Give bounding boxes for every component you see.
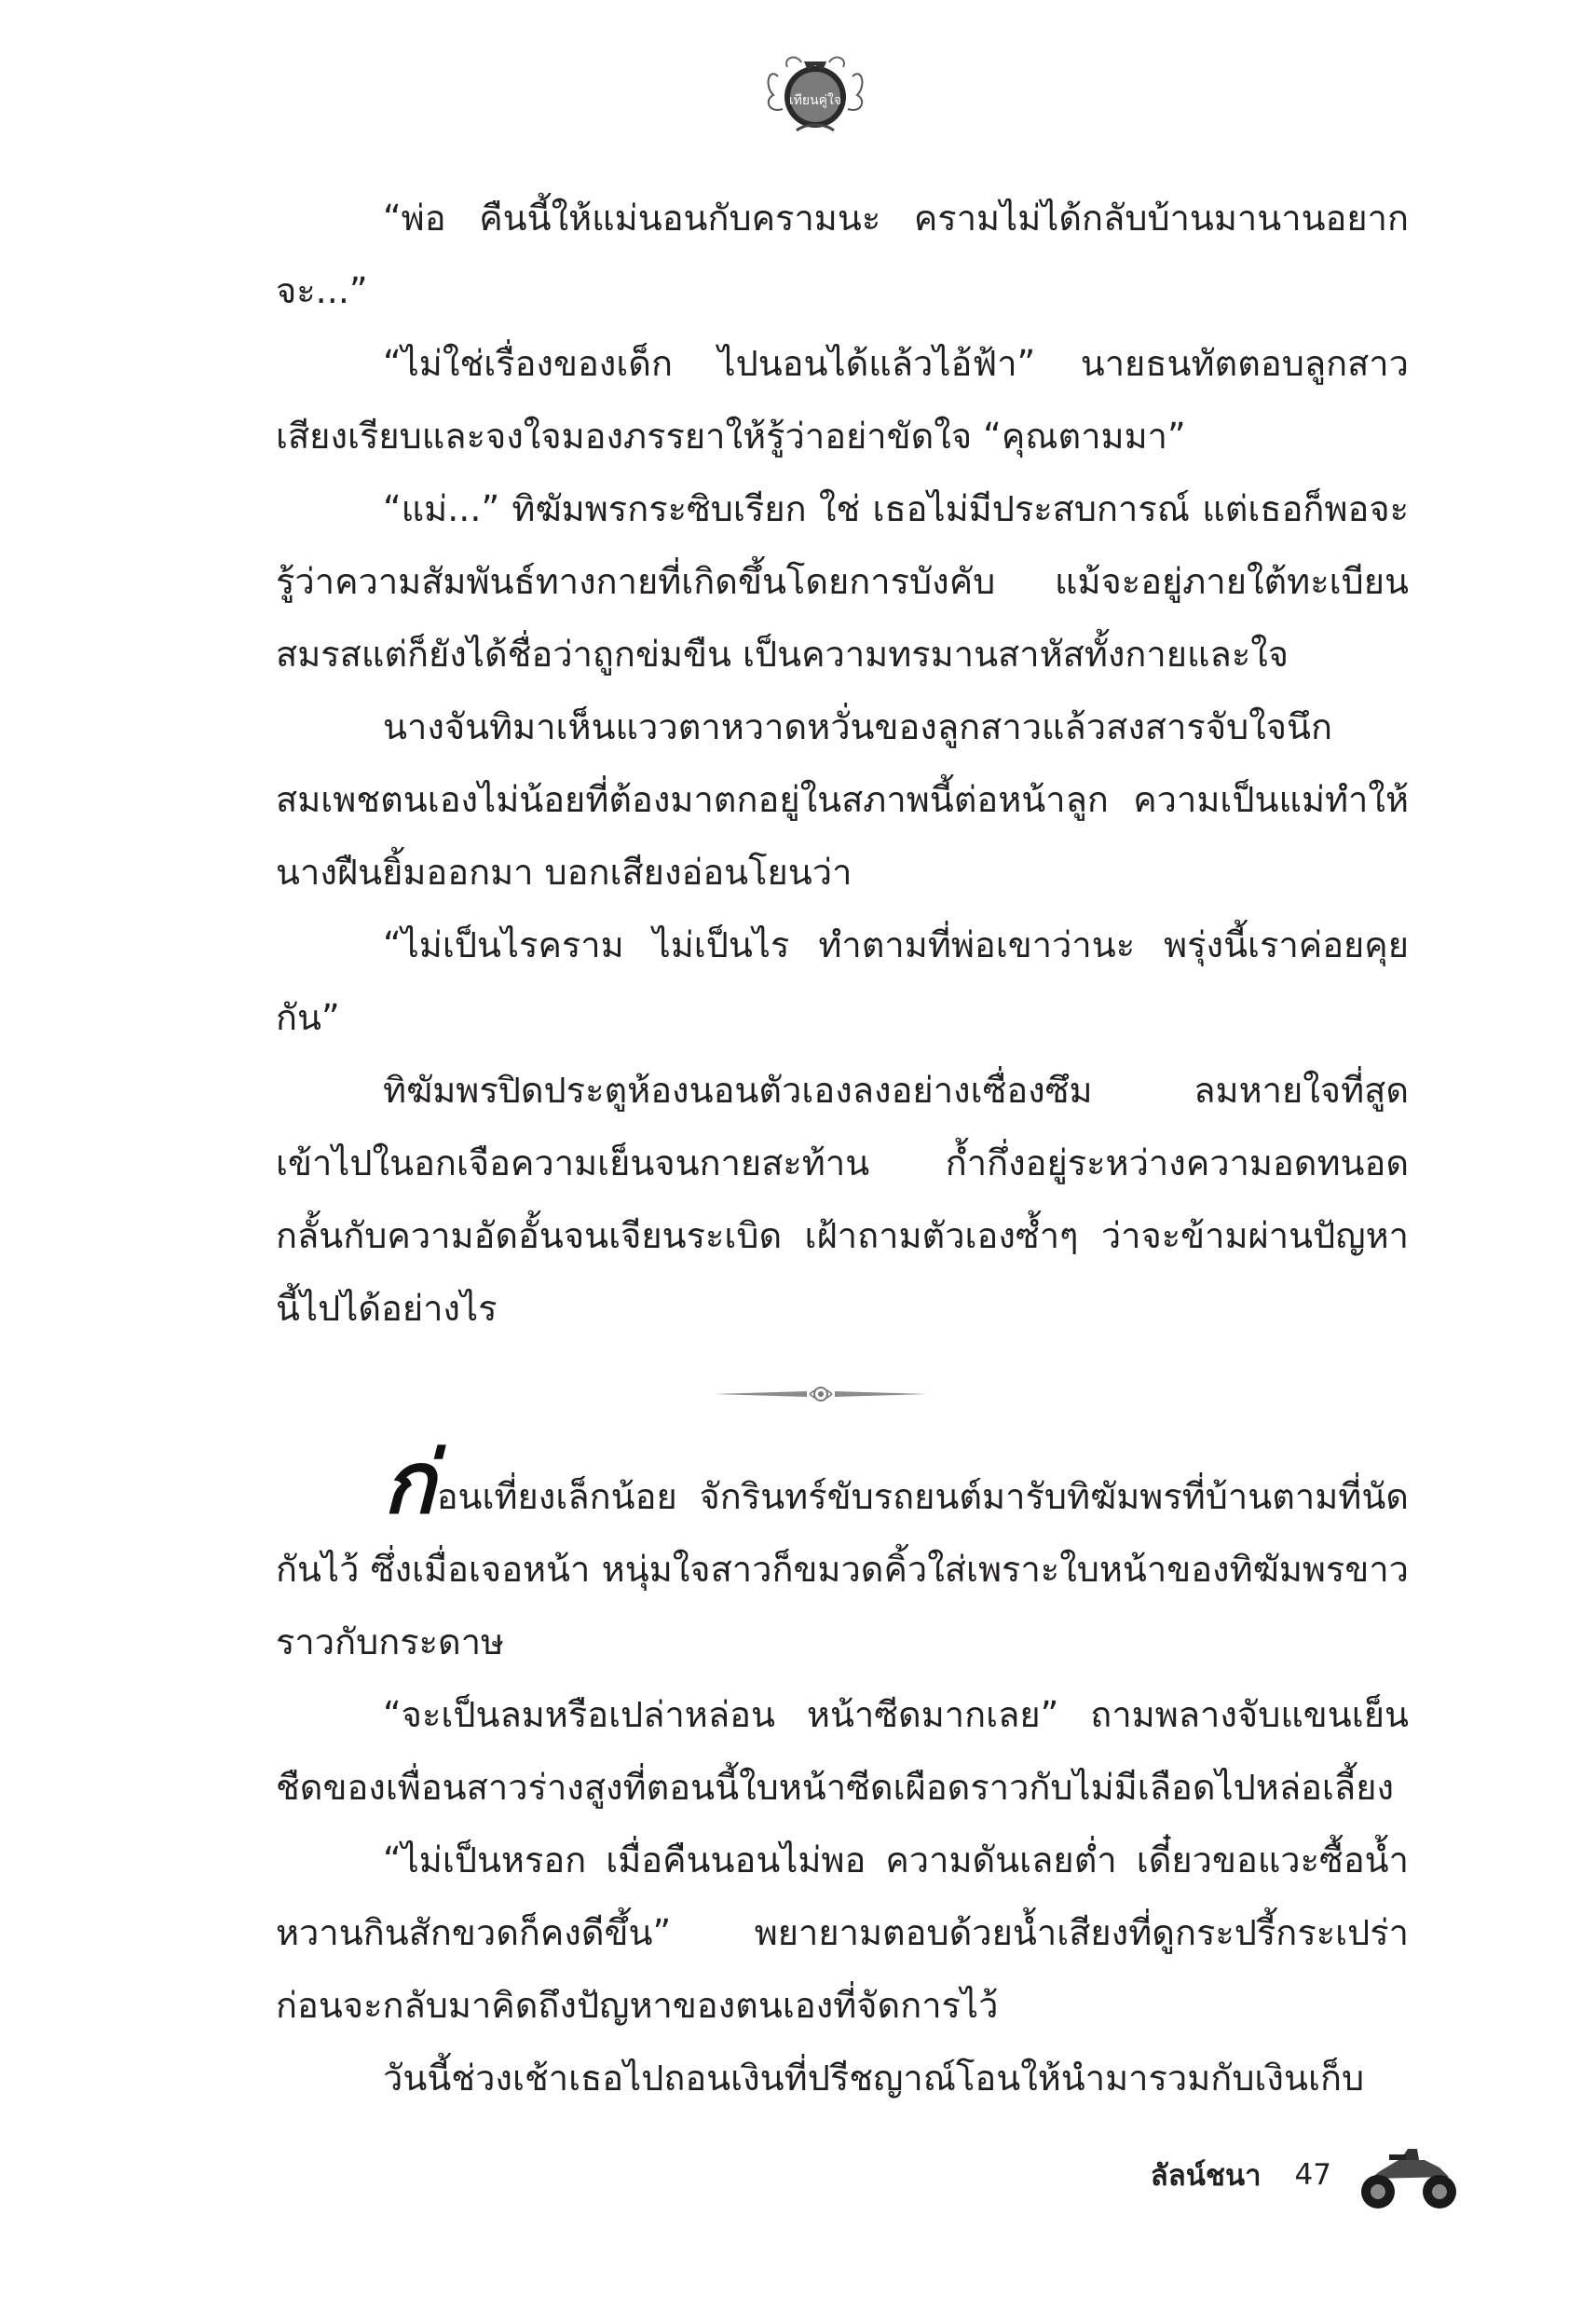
- paragraph: “พ่อ คืนนี้ให้แม่นอนกับครามนะ ครามไม่ได้กลับบ้านมานานอยากจะ...”: [276, 198, 1409, 311]
- section-divider: [276, 1345, 1409, 1455]
- paragraph: “ไม่ใช่เรื่องของเด็ก ไปนอนได้แล้วไอ้ฟ้า” นายธนทัตตอบลูกสาวเสียงเรียบและจงใจมองภรรยาให้รู้ว่าอย่าขัดใจ “คุณตามมา”: [276, 343, 1409, 457]
- paragraph: วันนี้ช่วงเช้าเธอไปถอนเงินที่ปรีชญาณ์โอนให้นำมารวมกับเงินเก็บ: [383, 2058, 1365, 2099]
- paragraph: นางจันทิมาเห็นแววตาหวาดหวั่นของลูกสาวแล้วสงสารจับใจนึกสมเพชตนเองไม่น้อยที่ต้องมาตกอยู่ในสภาพนี้ต่อหน้าลูก ความเป็นแม่ทำให้นางฝืนยิ้มออกมา บอกเสียงอ่อนโยนว่า: [276, 706, 1409, 893]
- paragraph-dropcap: [276, 1432, 1409, 1678]
- ornament-divider-icon: [714, 1382, 928, 1406]
- page-number: 47: [1294, 2158, 1331, 2192]
- emblem-text: เทียนคู่ใจ: [788, 93, 842, 108]
- paragraph: ทิฆัมพรปิดประตูห้องนอนตัวเองลงอย่างเซื่องซึม ลมหายใจที่สูดเข้าไปในอกเจือความเย็นจนกายสะท้าน ก้ำกึ่งอยู่ระหว่างความอดทนอดกลั้นกับความอัดอั้นจนเจียนระเบิด เฝ้าถามตัวเองซ้ำๆ ว่าจะข้ามผ่านปัญหานี้ไปได้อย่างไร: [276, 1070, 1409, 1329]
- paragraph-text: อนเที่ยงเล็กน้อย จักรินทร์ขับรถยนต์มารับทิฆัมพรที่บ้านตามที่นัดกันไว้ ซึ่งเมื่อเจอหน้า หนุ่มใจสาวก็ขมวดคิ้วใส่เพราะใบหน้าของทิฆัมพรขาวราวกับกระดาษ: [276, 1476, 1409, 1662]
- page-footer: [1151, 2136, 1464, 2214]
- emblem-icon: [759, 48, 871, 142]
- paragraph: “ไม่เป็นไรคราม ไม่เป็นไร ทำตามที่พ่อเขาว่านะ พรุ่งนี้เราค่อยคุยกัน”: [276, 924, 1409, 1038]
- drop-cap: ก่: [383, 1432, 435, 1533]
- paragraph: “ไม่เป็นหรอก เมื่อคืนนอนไม่พอ ความดันเลยต่ำ เดี๋ยวขอแวะซื้อน้ำหวานกินสักขวดก็คงดีขึ้น” พยายามตอบด้วยน้ำเสียงที่ดูกระปรี้กระเปร่า ก่อนจะกลับมาคิดถึงปัญหาของตนเองที่จัดการไว้: [276, 1839, 1409, 2026]
- paragraph: “แม่...” ทิฆัมพรกระซิบเรียก ใช่ เธอไม่มีประสบการณ์ แต่เธอก็พอจะรู้ว่าความสัมพันธ์ทางกายที่เกิดขึ้นโดยการบังคับ แม้จะอยู่ภายใต้ทะเบียนสมรสแต่ก็ยังได้ชื่อว่าถูกข่มขืน เป็นความทรมานสาหัสทั้งกายและใจ: [276, 488, 1409, 675]
- author-name: ลัลน์ชนา: [1150, 2159, 1262, 2193]
- paragraph: “จะเป็นลมหรือเปล่าหล่อน หน้าซีดมากเลย” ถามพลางจับแขนเย็นชืดของเพื่อนสาวร่างสูงที่ตอนนี้ใบหน้าซีดเผือดราวกับไม่มีเลือดไปหล่อเลี้ยง: [276, 1694, 1409, 1808]
- atv-icon: [1352, 2136, 1464, 2214]
- page-body: [276, 182, 1409, 2114]
